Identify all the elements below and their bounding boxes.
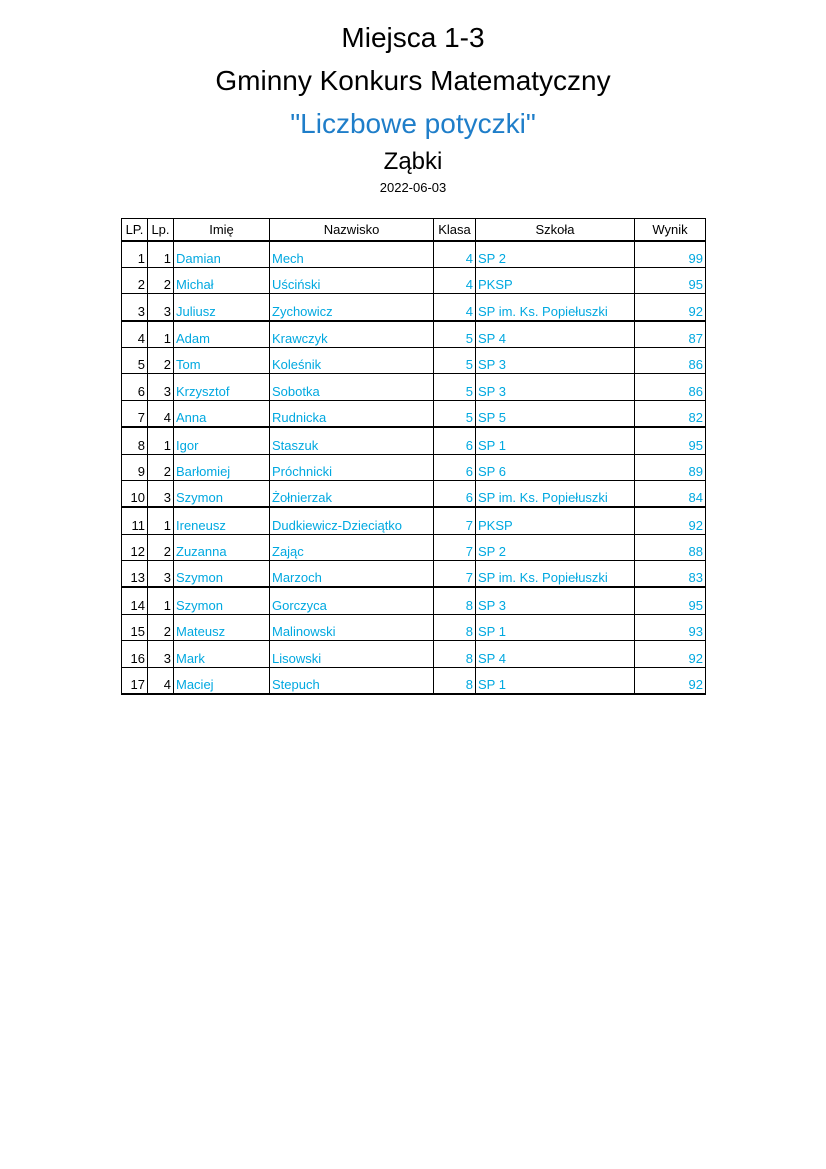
cell-lp: 3: [122, 294, 148, 321]
cell-lp: 8: [122, 427, 148, 454]
cell-klasa: 4: [434, 267, 476, 294]
cell-szkola: SP 1: [476, 427, 635, 454]
cell-lp: 4: [122, 321, 148, 348]
cell-szkola: SP im. Ks. Popiełuszki: [476, 294, 635, 321]
cell-wynik: 92: [635, 294, 706, 321]
cell-klasa: 7: [434, 561, 476, 588]
cell-lp: 2: [122, 267, 148, 294]
cell-imie: Igor: [174, 427, 270, 454]
cell-nazwisko: Mech: [270, 241, 434, 268]
cell-lp: 10: [122, 481, 148, 508]
column-header-lp-group: Lp.: [148, 219, 174, 241]
cell-nazwisko: Próchnicki: [270, 454, 434, 481]
cell-wynik: 92: [635, 641, 706, 668]
cell-lp-group: 2: [148, 454, 174, 481]
table-row: [122, 614, 706, 641]
cell-szkola: SP 2: [476, 241, 635, 268]
cell-imie: Ireneusz: [174, 507, 270, 534]
cell-szkola: SP 3: [476, 374, 635, 401]
cell-nazwisko: Gorczyca: [270, 587, 434, 614]
cell-lp-group: 1: [148, 427, 174, 454]
cell-wynik: 95: [635, 267, 706, 294]
cell-imie: Mark: [174, 641, 270, 668]
cell-nazwisko: Uściński: [270, 267, 434, 294]
cell-nazwisko: Koleśnik: [270, 347, 434, 374]
cell-lp: 1: [122, 241, 148, 268]
cell-wynik: 99: [635, 241, 706, 268]
cell-wynik: 83: [635, 561, 706, 588]
cell-szkola: SP 3: [476, 347, 635, 374]
cell-nazwisko: Sobotka: [270, 374, 434, 401]
table-row: [122, 321, 706, 348]
cell-klasa: 7: [434, 534, 476, 561]
cell-lp: 17: [122, 668, 148, 695]
cell-lp: 6: [122, 374, 148, 401]
cell-klasa: 8: [434, 614, 476, 641]
cell-wynik: 86: [635, 347, 706, 374]
cell-wynik: 82: [635, 401, 706, 428]
cell-lp-group: 2: [148, 267, 174, 294]
cell-szkola: SP 6: [476, 454, 635, 481]
cell-wynik: 95: [635, 587, 706, 614]
cell-szkola: SP im. Ks. Popiełuszki: [476, 561, 635, 588]
table-header-row: [122, 219, 706, 241]
cell-klasa: 8: [434, 668, 476, 695]
cell-imie: Anna: [174, 401, 270, 428]
cell-lp-group: 3: [148, 481, 174, 508]
cell-nazwisko: Malinowski: [270, 614, 434, 641]
cell-lp-group: 3: [148, 374, 174, 401]
cell-lp: 9: [122, 454, 148, 481]
table-row: [122, 347, 706, 374]
cell-klasa: 4: [434, 294, 476, 321]
cell-imie: Juliusz: [174, 294, 270, 321]
cell-nazwisko: Rudnicka: [270, 401, 434, 428]
cell-wynik: 93: [635, 614, 706, 641]
cell-lp: 12: [122, 534, 148, 561]
table-row: [122, 587, 706, 614]
cell-imie: Krzysztof: [174, 374, 270, 401]
results-table: [121, 218, 706, 695]
cell-lp-group: 1: [148, 587, 174, 614]
cell-szkola: SP 1: [476, 668, 635, 695]
cell-lp-group: 2: [148, 534, 174, 561]
cell-nazwisko: Lisowski: [270, 641, 434, 668]
column-header-wynik: Wynik: [635, 219, 706, 241]
cell-nazwisko: Żołnierzak: [270, 481, 434, 508]
cell-lp-group: 2: [148, 614, 174, 641]
cell-lp-group: 1: [148, 321, 174, 348]
cell-klasa: 8: [434, 587, 476, 614]
table-row: [122, 267, 706, 294]
cell-imie: Maciej: [174, 668, 270, 695]
cell-lp-group: 3: [148, 294, 174, 321]
page-title: Miejsca 1-3: [341, 22, 485, 53]
cell-lp-group: 3: [148, 641, 174, 668]
contest-subtitle: "Liczbowe potyczki": [290, 108, 536, 139]
table-row: [122, 507, 706, 534]
cell-wynik: 89: [635, 454, 706, 481]
cell-lp-group: 3: [148, 561, 174, 588]
cell-lp: 5: [122, 347, 148, 374]
cell-imie: Michał: [174, 267, 270, 294]
location: Ząbki: [383, 148, 443, 175]
table-body: [122, 241, 706, 695]
cell-szkola: SP 4: [476, 321, 635, 348]
cell-wynik: 92: [635, 668, 706, 695]
cell-klasa: 6: [434, 454, 476, 481]
cell-klasa: 6: [434, 481, 476, 508]
cell-nazwisko: Staszuk: [270, 427, 434, 454]
cell-klasa: 5: [434, 401, 476, 428]
cell-klasa: 6: [434, 427, 476, 454]
cell-klasa: 5: [434, 347, 476, 374]
cell-szkola: SP 2: [476, 534, 635, 561]
cell-klasa: 8: [434, 641, 476, 668]
column-header-lp: LP.: [122, 219, 148, 241]
cell-wynik: 84: [635, 481, 706, 508]
cell-lp: 15: [122, 614, 148, 641]
cell-imie: Szymon: [174, 561, 270, 588]
cell-lp-group: 4: [148, 668, 174, 695]
contest-date: 2022-06-03: [379, 180, 447, 195]
cell-lp: 14: [122, 587, 148, 614]
table-row: [122, 561, 706, 588]
cell-imie: Barłomiej: [174, 454, 270, 481]
cell-lp: 7: [122, 401, 148, 428]
cell-nazwisko: Zychowicz: [270, 294, 434, 321]
cell-imie: Zuzanna: [174, 534, 270, 561]
column-header-szkola: Szkoła: [476, 219, 635, 241]
cell-szkola: PKSP: [476, 507, 635, 534]
cell-szkola: SP 3: [476, 587, 635, 614]
cell-nazwisko: Marzoch: [270, 561, 434, 588]
cell-nazwisko: Stepuch: [270, 668, 434, 695]
table-row: [122, 668, 706, 695]
cell-lp: 16: [122, 641, 148, 668]
cell-klasa: 4: [434, 241, 476, 268]
table-row: [122, 294, 706, 321]
cell-imie: Szymon: [174, 481, 270, 508]
cell-szkola: PKSP: [476, 267, 635, 294]
table-row: [122, 454, 706, 481]
table-row: [122, 401, 706, 428]
cell-imie: Damian: [174, 241, 270, 268]
table-row: [122, 641, 706, 668]
cell-szkola: SP im. Ks. Popiełuszki: [476, 481, 635, 508]
cell-wynik: 87: [635, 321, 706, 348]
cell-imie: Mateusz: [174, 614, 270, 641]
column-header-nazwisko: Nazwisko: [270, 219, 434, 241]
cell-klasa: 7: [434, 507, 476, 534]
cell-szkola: SP 4: [476, 641, 635, 668]
cell-imie: Szymon: [174, 587, 270, 614]
cell-wynik: 88: [635, 534, 706, 561]
column-header-imie: Imię: [174, 219, 270, 241]
cell-nazwisko: Krawczyk: [270, 321, 434, 348]
table-row: [122, 374, 706, 401]
cell-nazwisko: Dudkiewicz-Dzieciątko: [270, 507, 434, 534]
cell-lp: 13: [122, 561, 148, 588]
cell-lp-group: 4: [148, 401, 174, 428]
contest-name: Gminny Konkurs Matematyczny: [215, 65, 611, 96]
cell-lp-group: 1: [148, 507, 174, 534]
cell-klasa: 5: [434, 321, 476, 348]
cell-lp-group: 2: [148, 347, 174, 374]
column-header-klasa: Klasa: [434, 219, 476, 241]
cell-lp-group: 1: [148, 241, 174, 268]
table-row: [122, 427, 706, 454]
table-row: [122, 241, 706, 268]
table-row: [122, 481, 706, 508]
cell-wynik: 86: [635, 374, 706, 401]
cell-nazwisko: Zając: [270, 534, 434, 561]
table-row: [122, 534, 706, 561]
cell-wynik: 92: [635, 507, 706, 534]
cell-szkola: SP 5: [476, 401, 635, 428]
cell-klasa: 5: [434, 374, 476, 401]
cell-wynik: 95: [635, 427, 706, 454]
cell-szkola: SP 1: [476, 614, 635, 641]
cell-imie: Adam: [174, 321, 270, 348]
cell-lp: 11: [122, 507, 148, 534]
cell-imie: Tom: [174, 347, 270, 374]
